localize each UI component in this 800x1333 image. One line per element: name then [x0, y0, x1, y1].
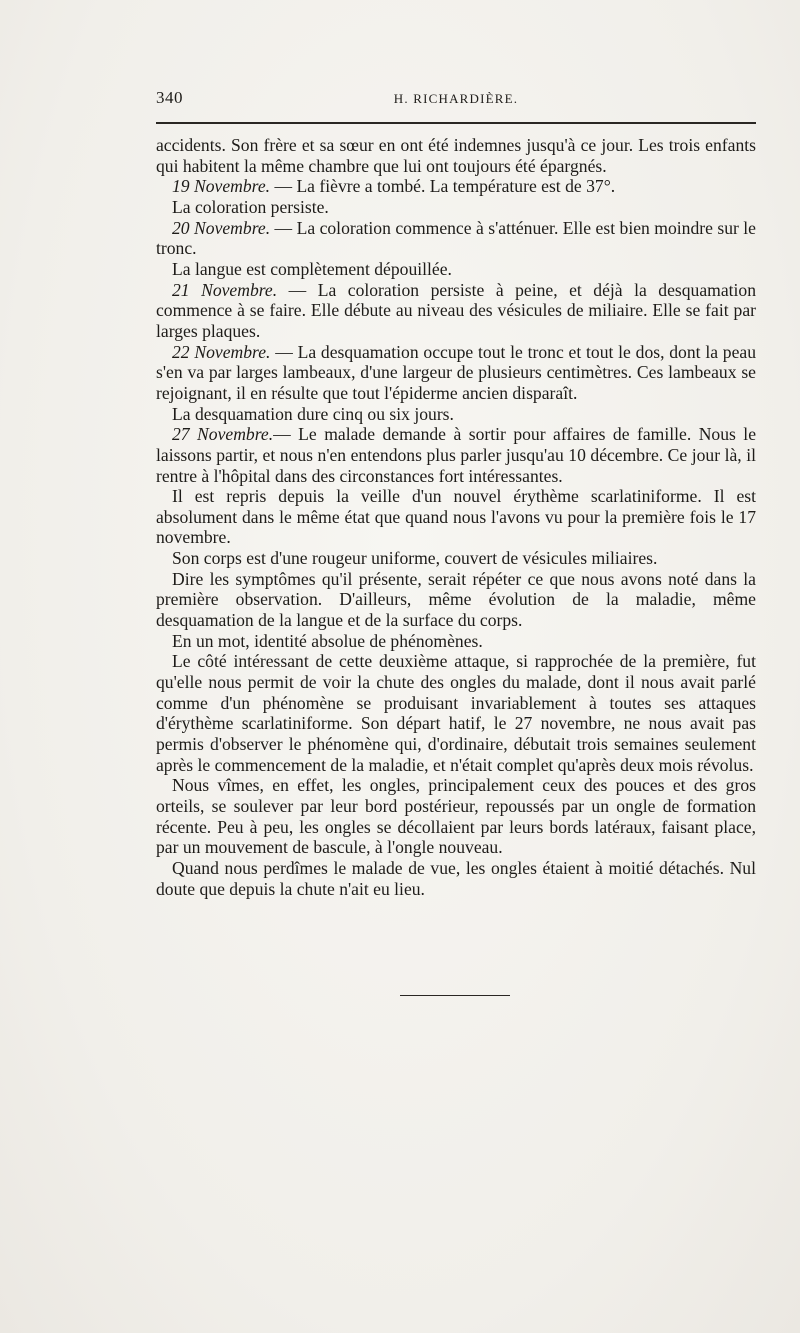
paragraph-text: — Le malade demande à sortir pour affaires de famille. Nous le laissons partir, et nous n'en entendons plus parler jusqu'au 10 décembre. Ce jour là, il rentre à l'hôpital dans des circonstances fort intéressantes. — [156, 424, 757, 486]
paragraph — [156, 135, 756, 176]
paragraph — [156, 197, 756, 218]
paragraph-date: 20 Novembre. — [172, 217, 271, 238]
paragraph — [156, 631, 756, 652]
paragraph-text: Il est repris depuis la veille d'un nouvel érythème scarlatiniforme. Il est absolument dans le même état que quand nous l'avons vu pour la première fois le 17 novembre. — [156, 486, 756, 548]
paragraph — [156, 424, 756, 486]
paragraph — [156, 404, 756, 425]
running-head: H. RICHARDIÈRE. — [393, 91, 519, 106]
paragraph — [156, 775, 756, 858]
paragraph — [156, 218, 756, 259]
paragraph — [156, 548, 756, 569]
paragraph-date: 22 Novembre. — [172, 341, 271, 362]
body-text — [156, 135, 756, 899]
paragraph-text: Dire les symptômes qu'il présente, serait répéter ce que nous avons noté dans la première observation. D'ailleurs, même évolution de la maladie, même desquamation de la langue et de la surface du corps. — [156, 568, 756, 631]
paragraph — [156, 486, 756, 548]
paragraph — [156, 259, 756, 280]
paragraph-text: — La desquamation occupe tout le tronc et tout le dos, dont la peau s'en va par larges lambeaux, d'une largeur de plusieurs centimètres. Ces lambeaux se rejoignant, il en résulte que tout l'épiderme ancien disparaît. — [156, 341, 757, 403]
paragraph-text: La coloration persiste. — [172, 196, 329, 217]
page-number: 340 — [156, 88, 183, 107]
paragraph-text: Quand nous perdîmes le malade de vue, les ongles étaient à moitié détachés. Nul doute que depuis la chute n'ait eu lieu. — [156, 857, 756, 899]
paragraph-date: 27 Novembre. — [172, 424, 274, 445]
paragraph — [156, 342, 756, 404]
paragraph-text: En un mot, identité absolue de phénomènes. — [172, 630, 483, 651]
paragraph-date: 19 Novembre. — [172, 176, 271, 197]
paragraph-text: La desquamation dure cinq ou six jours. — [172, 403, 454, 424]
header-rule — [156, 122, 756, 124]
paragraph-text: La langue est complètement dépouillée. — [172, 258, 452, 279]
paragraph — [156, 176, 756, 197]
page-header — [156, 88, 756, 110]
paragraph-text: Son corps est d'une rougeur uniforme, couvert de vésicules miliaires. — [172, 548, 658, 569]
section-end-rule — [400, 995, 510, 996]
paragraph — [156, 280, 756, 342]
paragraph-date: 21 Novembre. — [172, 279, 278, 300]
paragraph-text: — La coloration persiste à peine, et déjà la desquamation commence à se faire. Elle débute au niveau des vésicules de miliaire. Elle se fait par larges plaques. — [156, 279, 756, 341]
paragraph — [156, 651, 756, 775]
paragraph — [156, 569, 756, 631]
paragraph-text: accidents. Son frère et sa sœur en ont été indemnes jusqu'à ce jour. Les trois enfants qui habitent la même chambre que lui ont toujours été épargnés. — [156, 135, 756, 176]
paragraph-text: — La coloration commence à s'atténuer. Elle est bien moindre sur le tronc. — [156, 217, 756, 259]
paragraph-text: Le côté intéressant de cette deuxième attaque, si rapprochée de la première, fut qu'elle nous permit de voir la chute des ongles du malade, dont il nous avait parlé comme d'un phénomène se produisant invariablement à toutes ses attaques d'érythème scarlatiniforme. Son départ hatif, le 27 novembre, ne nous avait pas permis d'observer le phénomène qui, d'ordinaire, débutait trois semaines seulement après le commencement de la maladie, et n'était complet qu'après deux mois révolus. — [156, 651, 756, 775]
paragraph-text: — La fièvre a tombé. La température est de 37°. — [270, 176, 616, 197]
paragraph — [156, 858, 756, 899]
paragraph-text: Nous vîmes, en effet, les ongles, principalement ceux des pouces et des gros orteils, se soulever par leur bord postérieur, repoussés par un ongle de formation récente. Peu à peu, les ongles se décollaient par leurs bords latéraux, faisant place, par un mouvement de bascule, à l'ongle nouveau. — [156, 775, 756, 858]
